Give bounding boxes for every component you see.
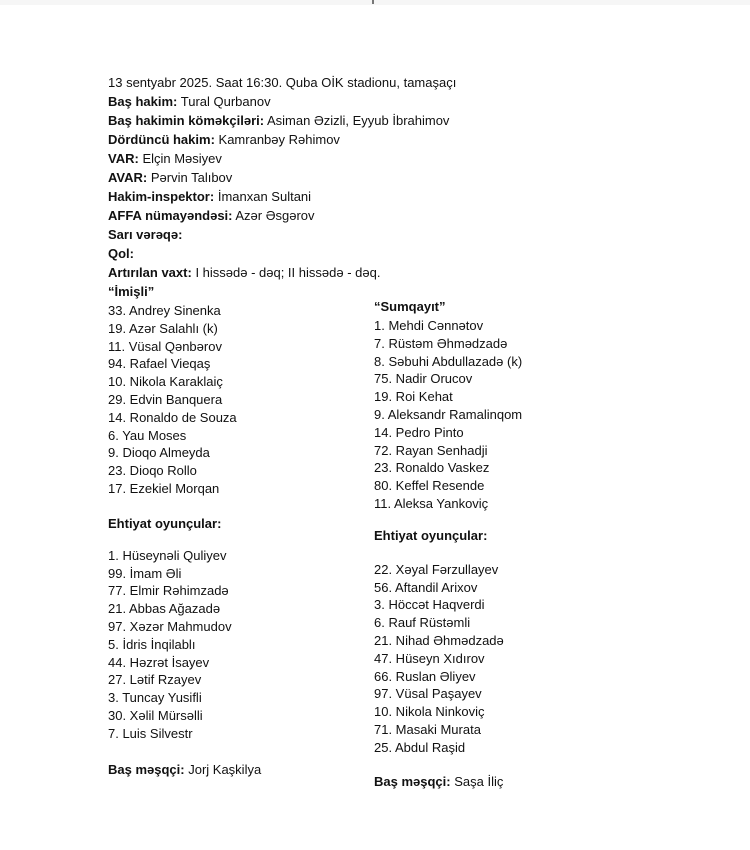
substitute-player: 77. Elmir Rəhimzadə <box>108 583 229 599</box>
starter-player: 9. Dioqo Almeyda <box>108 445 210 461</box>
substitute-player: 6. Rauf Rüstəmli <box>374 615 471 631</box>
info-label: Baş hakimin köməkçiləri: <box>108 113 265 128</box>
substitute-player: 21. Nihad Əhmədzadə <box>374 632 504 648</box>
substitute-player: 97. Vüsal Paşayev <box>374 686 482 702</box>
starter-player: 33. Andrey Sinenka <box>108 303 221 318</box>
starter-player: 8. Səbuhi Abdullazadə (k) <box>374 353 523 369</box>
starter-player: 94. Rafael Vieqaş <box>108 356 211 372</box>
top-tick-mark <box>372 0 374 4</box>
match-date-line: 13 sentyabr 2025. Saat 16:30. Quba OİK stadionu, tamaşaçı <box>108 75 457 90</box>
referee-line <box>108 92 568 111</box>
info-value: Tural Qurbanov <box>180 94 271 109</box>
info-label: Baş hakim: <box>108 94 178 109</box>
coach-label: Baş məşqçi: <box>374 773 451 789</box>
starter-player: 80. Keffel Resende <box>374 478 485 494</box>
substitute-player: 47. Hüseyn Xıdırov <box>374 650 485 666</box>
team-imisli-column <box>108 283 358 779</box>
coach-label: Baş məşqçi: <box>108 761 185 777</box>
added-time-line <box>108 263 568 282</box>
starter-player: 9. Aleksandr Ramalinqom <box>374 406 523 422</box>
starter-player: 11. Aleksa Yankoviç <box>374 495 489 511</box>
substitute-player: 3. Höccət Haqverdi <box>374 597 485 613</box>
substitute-player: 10. Nikola Ninkoviç <box>374 704 485 720</box>
substitute-player: 25. Abdul Raşid <box>374 739 466 755</box>
team-name: “Sumqayıt” <box>374 299 446 314</box>
fourth-official-line <box>108 130 568 149</box>
info-label: VAR: <box>108 151 139 166</box>
head-coach-line <box>108 761 358 779</box>
starter-player: 72. Rayan Senhadji <box>374 442 488 458</box>
match-info <box>108 73 568 282</box>
substitute-player: 99. İmam Əli <box>108 565 182 581</box>
starter-player: 11. Vüsal Qənbərov <box>108 338 222 354</box>
coach-name: Saşa İliç <box>454 773 504 789</box>
starter-player: 10. Nikola Karaklaiç <box>108 374 223 390</box>
info-value: Pərvin Talıbov <box>150 170 233 185</box>
substitute-player: 71. Masaki Murata <box>374 721 481 737</box>
info-label: Hakim-inspektor: <box>108 189 215 204</box>
info-label: AFFA nümayəndəsi: <box>108 208 233 223</box>
info-label: AVAR: <box>108 170 148 185</box>
starter-player: 6. Yau Moses <box>108 427 187 443</box>
substitute-player: 97. Xəzər Mahmudov <box>108 618 232 634</box>
starter-player: 19. Azər Salahlı (k) <box>108 320 218 336</box>
substitute-player: 21. Abbas Ağazadə <box>108 601 221 617</box>
info-value: Asiman Əzizli, Eyyub İbrahimov <box>266 113 450 128</box>
top-border <box>0 0 750 5</box>
substitute-player: 22. Xəyal Fərzullayev <box>374 561 499 577</box>
assistant-referees-line <box>108 111 568 130</box>
info-label: Dördüncü hakim: <box>108 132 215 147</box>
starter-player: 17. Ezekiel Morqan <box>108 480 220 496</box>
starter-player: 14. Ronaldo de Souza <box>108 409 237 425</box>
info-label: Sarı vərəqə: <box>108 227 183 242</box>
team-name: “İmişli” <box>108 284 155 299</box>
goals-line <box>108 244 568 263</box>
var-line <box>108 149 568 168</box>
info-value: I hissədə - dəq; II hissədə - dəq. <box>195 265 381 280</box>
starter-player: 14. Pedro Pinto <box>374 424 464 440</box>
starter-player: 23. Dioqo Rollo <box>108 463 197 479</box>
substitute-player: 7. Luis Silvestr <box>108 725 193 741</box>
info-value: Azər Əsgərov <box>235 208 315 223</box>
coach-name: Jorj Kaşkilya <box>188 761 262 777</box>
team-sumqayit-column <box>374 298 634 791</box>
substitutes-heading: Ehtiyat oyunçular: <box>374 527 488 543</box>
substitute-player: 3. Tuncay Yusifli <box>108 690 202 706</box>
substitute-player: 30. Xəlil Mürsəlli <box>108 707 203 723</box>
substitute-player: 1. Hüseynəli Quliyev <box>108 547 227 563</box>
info-value: Kamranbəy Rəhimov <box>218 132 340 147</box>
info-value: Elçin Məsiyev <box>142 151 222 166</box>
avar-line <box>108 168 568 187</box>
info-label: Qol: <box>108 246 134 261</box>
starter-player: 75. Nadir Orucov <box>374 371 473 387</box>
info-label: Artırılan vaxt: <box>108 265 192 280</box>
substitute-player: 56. Aftandil Arixov <box>374 579 478 595</box>
starter-player: 29. Edvin Banquera <box>108 391 223 407</box>
substitutes-heading: Ehtiyat oyunçular: <box>108 515 222 531</box>
starter-player: 1. Mehdi Cənnətov <box>374 318 484 333</box>
referee-inspector-line <box>108 187 568 206</box>
substitute-player: 5. İdris İnqilablı <box>108 636 196 652</box>
substitute-player: 44. Həzrət İsayev <box>108 654 210 670</box>
starter-player: 23. Ronaldo Vaskez <box>374 460 490 476</box>
substitute-player: 66. Ruslan Əliyev <box>374 668 476 684</box>
starter-player: 7. Rüstəm Əhmədzadə <box>374 335 508 351</box>
substitute-player: 27. Lətif Rzayev <box>108 672 202 688</box>
starter-player: 19. Roi Kehat <box>374 389 453 405</box>
info-value: İmanxan Sultani <box>217 189 312 204</box>
yellow-cards-line <box>108 225 568 244</box>
head-coach-line <box>374 773 634 791</box>
affa-representative-line <box>108 206 568 225</box>
